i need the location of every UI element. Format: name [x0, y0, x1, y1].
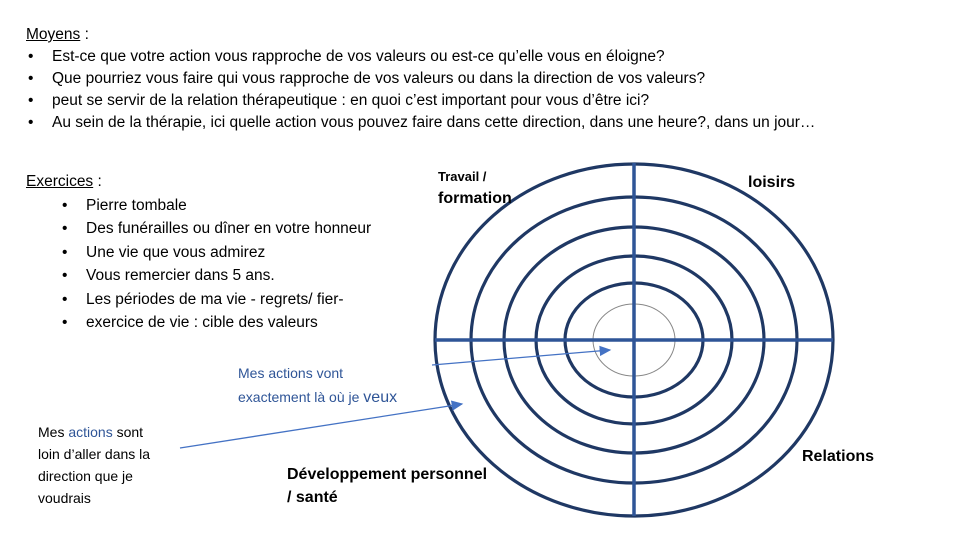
exercices-heading: Exercices — [26, 173, 94, 190]
moyens-list — [26, 46, 815, 134]
annotation-loin-highlight: actions — [68, 424, 113, 440]
list-item: • Au sein de la thérapie, ici quelle action vous pouvez faire dans cette direction, dans une heure?, dans un jour… — [26, 112, 815, 134]
list-item: • Que pourriez vous faire qui vous rapproche de vos valeurs ou dans la direction de vos valeurs? — [26, 68, 815, 90]
label-loisirs: loisirs — [748, 174, 796, 191]
label-developpement-line2: / santé — [287, 489, 338, 506]
list-item: • Pierre tombale — [60, 194, 371, 218]
annotation-actions-loin-line3: direction que je — [38, 468, 133, 484]
annotation-actions-loin-line4: voudrais — [38, 490, 91, 506]
annotation-actions-vont — [238, 361, 397, 410]
annotation-loin-prefix: Mes — [38, 424, 69, 440]
label-relations: Relations — [802, 448, 875, 465]
annotation-actions-vont-line1: Mes actions vont — [238, 365, 344, 381]
annotation-actions-vont-line2a: exactement là où je — [238, 389, 364, 405]
annotation-actions-loin-line1 — [38, 421, 150, 443]
label-travail: Travail / — [438, 169, 487, 184]
exercices-list — [60, 194, 371, 335]
exercices-heading-suffix: : — [93, 173, 102, 190]
list-item: • Est-ce que votre action vous rapproche de vos valeurs ou est-ce qu’elle vous en éloigne? — [26, 46, 815, 68]
annotation-actions-loin-line2: loin d’aller dans la — [38, 446, 151, 462]
list-item: • Des funérailles ou dîner en votre honneur — [60, 217, 371, 241]
moyens-heading: Moyens — [26, 26, 81, 43]
list-item: • Vous remercier dans 5 ans. — [60, 264, 371, 288]
list-item: • Une vie que vous admirez — [60, 241, 371, 265]
exercices-section — [26, 170, 371, 335]
label-formation: formation — [438, 190, 512, 207]
annotation-actions-loin — [38, 421, 150, 509]
list-item: • Les périodes de ma vie - regrets/ fier- — [60, 288, 371, 312]
arrow-to-outer — [180, 404, 462, 448]
moyens-section — [26, 24, 815, 134]
exercices-heading-row — [26, 170, 371, 194]
label-developpement — [287, 463, 487, 509]
moyens-heading-suffix: : — [80, 26, 89, 43]
label-developpement-line1: Développement personnel — [287, 466, 488, 483]
moyens-heading-row — [26, 24, 815, 46]
annotation-actions-vont-line2 — [238, 385, 397, 410]
annotation-veux: veux — [363, 389, 398, 406]
list-item: • exercice de vie : cible des valeurs — [60, 311, 371, 335]
arrow-to-center — [432, 350, 610, 365]
list-item: • peut se servir de la relation thérapeutique : en quoi c’est important pour vous d’être ici? — [26, 90, 815, 112]
annotation-loin-suffix: sont — [112, 424, 144, 440]
